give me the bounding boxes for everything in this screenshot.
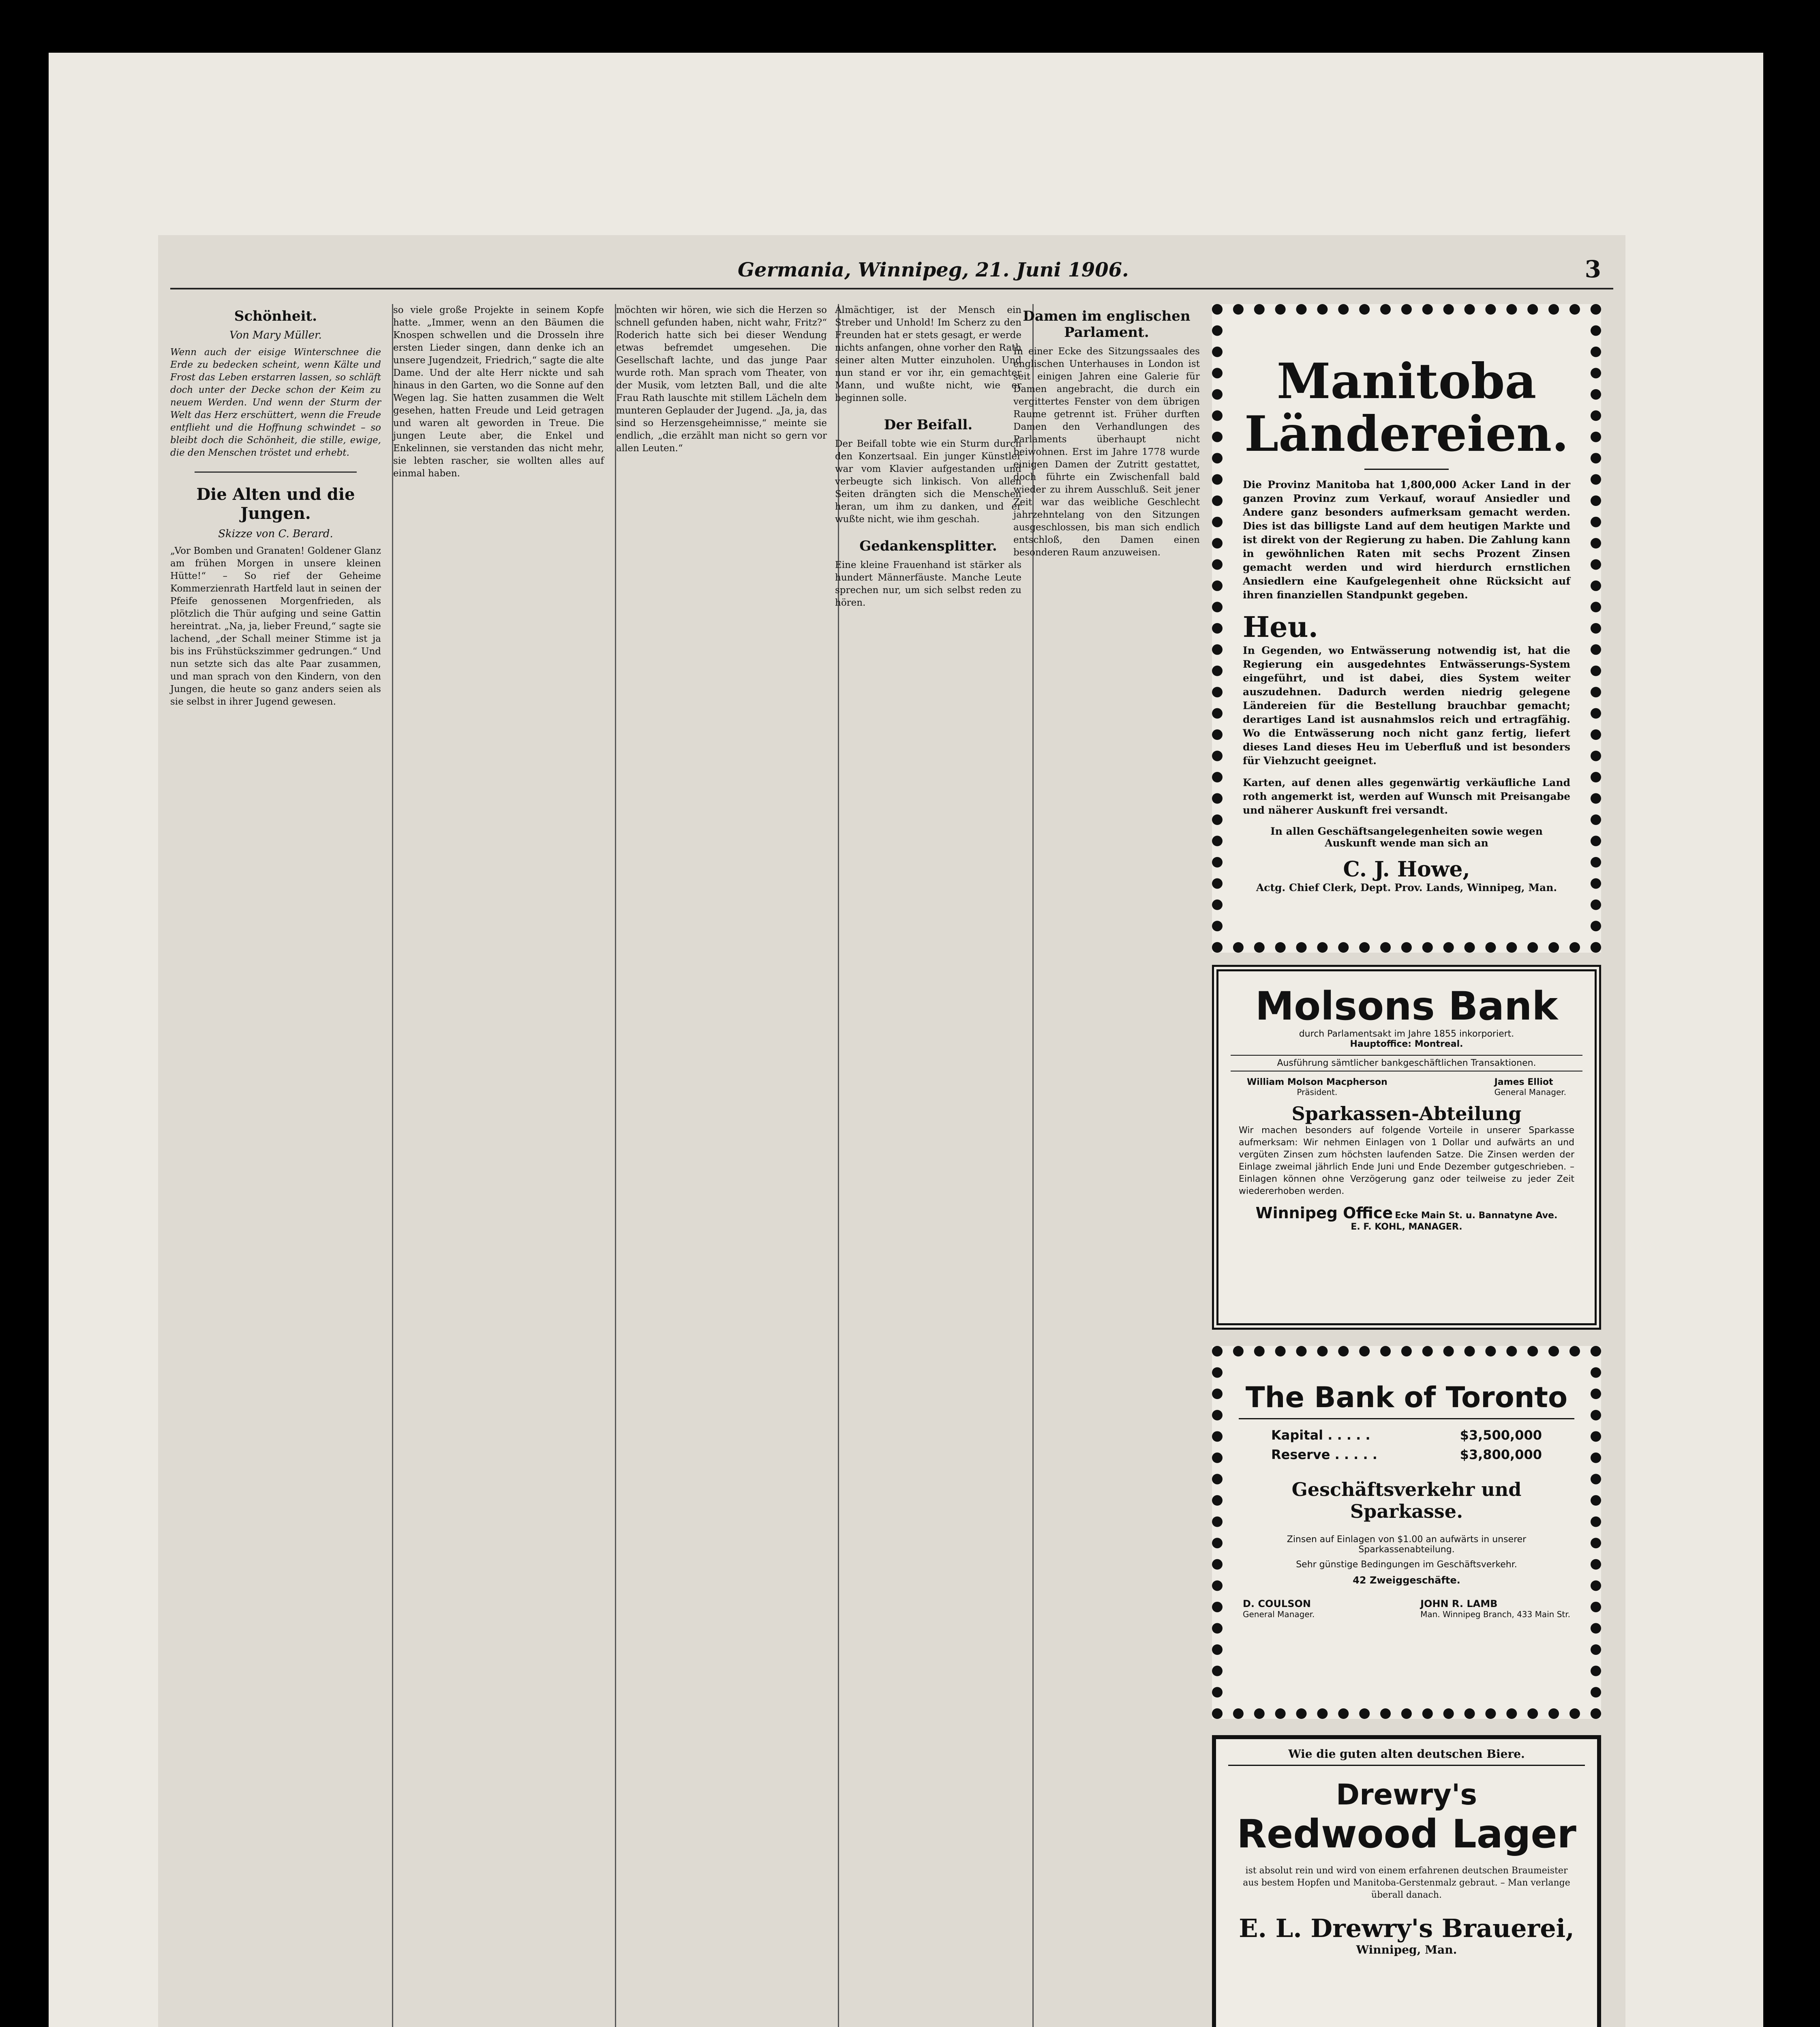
column-3 <box>616 304 827 455</box>
office-manager: E. F. KOHL, MANAGER. <box>1351 1222 1462 1232</box>
toronto-branch-manager: JOHN R. LAMB <box>1420 1598 1498 1609</box>
bank-name: The Bank of Toronto <box>1245 1381 1568 1414</box>
page-number: 3 <box>1584 255 1601 283</box>
column-5 <box>1013 304 1200 559</box>
article-text-beifall: Der Beifall tobte wie ein Sturm durch den Konzertsaal. Ein junger Künstler war vom Klavier aufgestanden und verbeugte sich linkisch. Von allen Seiten drängten sich die Menschen heran, um ihm zu danken, und er wußte nicht, wie ihm geschah. <box>835 439 1021 525</box>
ad-body-3: Karten, auf denen alles gegenwärtig verkäufliche Land roth angemerkt ist, werden auf Wunsch mit Preisangabe und näherer Auskunft frei versandt. <box>1243 777 1570 816</box>
ad-drewry <box>1212 1735 1601 2027</box>
article-author: Von Mary Müller. <box>229 329 322 341</box>
president-title: Präsident. <box>1297 1087 1338 1097</box>
ad-molsons-bank <box>1212 965 1601 1330</box>
article-text-gedanken: Eine kleine Frauenhand ist stärker als hundert Männerfäuste. Manche Leute sprechen nur, um sich selbst reden zu hören. <box>835 560 1021 608</box>
story-text-cont: Almächtiger, ist der Mensch ein Streber und Unhold! Im Scherz zu den Freunden hat er stets gesagt, er werde nichts anfangen, ohne vorher den Rath seiner alten Mutter einzuholen. Und nun stand er vor ihr, ein gemachter Mann, und wußte nicht, wie er beginnen solle. <box>835 305 1021 403</box>
bank-services: Ausführung sämtlicher bankgeschäftlichen Transaktionen. <box>1231 1055 1582 1071</box>
savings-heading: Sparkassen-Abteilung <box>1291 1103 1522 1125</box>
toronto-branches: 42 Zweiggeschäfte. <box>1353 1575 1460 1586</box>
drewry-city: Winnipeg, Man. <box>1356 1943 1457 1956</box>
article-title-2: Die Alten und die Jungen. <box>196 485 355 523</box>
toronto-branch-title: Man. Winnipeg Branch, 433 Main Str. <box>1420 1609 1570 1619</box>
manager-name: James Elliot <box>1494 1077 1553 1087</box>
article-title-beifall: Der Beifall. <box>884 417 973 433</box>
ad-body-2: In Gegenden, wo Entwässerung notwendig ist, hat die Regierung ein ausgedehntes Entwässerungs-System eingeführt, und ist dabei, dies System weiter auszudehnen. Dadurch werden niedrig gelegene Ländereien für die Bestellung brauchbar gemacht; derartiges Land ist ausnahmslos reich und ertragfähig. Wo die Entwässerung noch nicht ganz fertig, liefert dieses Land dieses Heu im Ueberfluß und ist besonders für Viehzucht geeignet. <box>1243 645 1570 767</box>
article-title: Schönheit. <box>234 308 317 324</box>
office-label: Winnipeg Office <box>1255 1204 1393 1222</box>
story-text-cont: möchten wir hören, wie sich die Herzen so schnell gefunden haben, nicht wahr, Fritz?“ Roderich hatte sich bei dieser Wendung etwas befremdet umgesehen. Die Gesellschaft lachte, und das junge Paar wurde roth. Man sprach vom Theater, von der Musik, vom letzten Ball, und die alte Frau Rath lauschte mit stillem Lächeln dem munteren Geplauder der Jugend. „Ja, ja, das sind so Herzensgeheimnisse,“ meinte sie endlich, „die erzählt man nicht so gern vor allen Leuten.“ <box>616 305 827 454</box>
story-text-cont: so viele große Projekte in seinem Kopfe hatte. „Immer, wenn an den Bäumen die Knospen schwellen und die Drosseln ihre ersten Lieder singen, dann denke ich an unsere Jugendzeit, Friedrich,“ sagte die alte Dame. Und der alte Herr nickte und sah hinaus in den Garten, wo die Sonne auf den Wegen lag. Sie hatten zusammen die Welt gesehen, hatten Freude und Leid getragen und waren alt geworden in Treue. Die jungen Leute aber, die Enkel und Enkelinnen, sie verstanden das nicht mehr, sie lebten rascher, sie wollten alles auf einmal haben. <box>393 305 604 479</box>
column-2 <box>393 304 604 480</box>
ad-manitoba <box>1212 304 1601 953</box>
column-rule <box>615 304 616 2027</box>
bank-name: Molsons Bank <box>1255 984 1558 1029</box>
toronto-gm-name: D. COULSON <box>1243 1598 1311 1609</box>
drewry-product: Redwood Lager <box>1237 1811 1576 1857</box>
drewry-tagline: Wie die guten alten deutschen Biere. <box>1228 1747 1585 1766</box>
toronto-heading: Geschäftsverkehr und Sparkasse. <box>1291 1478 1522 1522</box>
divider <box>1239 1418 1574 1419</box>
office-address: Ecke Main St. u. Bannatyne Ave. <box>1395 1211 1558 1221</box>
article-title-parlament: Damen im englischen Parlament. <box>1023 308 1190 341</box>
capital-value: $3,500,000 <box>1460 1427 1542 1443</box>
ad-contact-name: C. J. Howe, <box>1343 857 1470 882</box>
column-rule <box>1032 304 1034 2027</box>
reserve-label: Reserve . . . . . <box>1271 1447 1377 1462</box>
poem-text: Wenn auch der eisige Winterschnee die Erde zu bedecken scheint, wenn Kälte und Frost das Leben erstarren lassen, so schläft doch unter der Decke schon der Keim zu neuem Werden. Und wenn der Sturm der Welt das Herz erschüttert, wenn die Freude entflieht und die Hoffnung schwindet – so bleibt doch die Schönheit, die stille, ewige, die den Menschen tröstet und erhebt. <box>170 347 381 458</box>
drewry-brand: Drewry's <box>1336 1778 1477 1811</box>
drewry-body: ist absolut rein und wird von einem erfahrenen deutschen Braumeister aus bestem Hopfen und Manitoba-Gerstenmalz gebraut. – Man verlange überall danach. <box>1243 1866 1570 1900</box>
divider <box>1364 469 1449 470</box>
column-rule <box>392 304 393 2027</box>
date-line: Germania, Winnipeg, 21. Juni 1906. <box>738 259 1129 281</box>
drewry-brewery: E. L. Drewry's Brauerei, <box>1239 1913 1574 1943</box>
toronto-body: Zinsen auf Einlagen von $1.00 an aufwärts in unserer Sparkassenabteilung. <box>1287 1534 1527 1555</box>
article-author-2: Skizze von C. Berard. <box>218 528 333 540</box>
ad-contact-title: Actg. Chief Clerk, Dept. Prov. Lands, Winnipeg, Man. <box>1256 882 1557 894</box>
story-text: „Vor Bomben und Granaten! Goldener Glanz am frühen Morgen in unsere kleinen Hütte!“ – So rief der Geheime Kommerzienrath Hartfeld laut in seinen der Pfeife genossenen Morgenfrieden, als plötzlich die Thür aufging und seine Gattin hereintrat. „Na, ja, lieber Freund,“ sagte sie lachend, „der Schall meiner Stimme ist ja bis ins Frühstückszimmer gedrungen.“ Und nun setzte sich das alte Paar zusammen, und man sprach von den Kindern, von den Jungen, die heute so ganz anders seien als sie selbst in ihrer Jugend gewesen. <box>170 546 381 707</box>
page-header <box>170 251 1613 289</box>
capital-label: Kapital . . . . . <box>1271 1427 1370 1443</box>
toronto-gm-title: General Manager. <box>1243 1609 1315 1619</box>
ad-body-1: Die Provinz Manitoba hat 1,800,000 Acker Land in der ganzen Provinz zum Verkauf, worauf Ansiedler und Andere ganz besonders aufmerksam gemacht werden. Dies ist das billigste Land auf dem heutigen Markte und ist direkt von der Regierung zu haben. Die Zahlung kann in gewöhnlichen Raten mit sechs Prozent Zinsen gemacht werden und wird hierdurch ernstlichen Ansiedlern eine Kaufgelegenheit ohne Rücksicht auf ihren finanziellen Standpunkt gegeben. <box>1243 479 1570 601</box>
manager-title: General Manager. <box>1494 1087 1566 1097</box>
ad-title-line2: Ländereien. <box>1244 405 1569 463</box>
ad-bank-of-toronto <box>1212 1346 1601 1719</box>
article-title-gedanken: Gedankensplitter. <box>859 538 997 554</box>
president-name: William Molson Macpherson <box>1247 1077 1387 1087</box>
article-text-parlament: In einer Ecke des Sitzungssaales des englischen Unterhauses in London ist seit einigen Jahren eine Galerie für Damen angebracht, die durch ein vergittertes Fenster von dem übrigen Raume getrennt ist. Früher durften Damen den Verhandlungen des Parlaments überhaupt nicht beiwohnen. Erst im Jahre 1778 wurde einigen Damen der Zutritt gestattet, doch führte ein Zwischenfall bald wieder zu ihrem Ausschluß. Seit jener Zeit war das weibliche Geschlecht jahrzehntelang von den Sitzungen ausgeschlossen, bis man sich endlich entschloß, den Damen einen besonderen Raum anzuweisen. <box>1013 346 1200 558</box>
ad-heu-word: Heu. <box>1243 610 1318 644</box>
divider <box>195 471 357 473</box>
bank-incorporation: durch Parlamentsakt im Jahre 1855 inkorporiert. <box>1299 1029 1514 1039</box>
column-1 <box>170 304 381 708</box>
savings-body: Wir machen besonders auf folgende Vorteile in unserer Sparkasse aufmerksam: Wir nehmen Einlagen von 1 Dollar und aufwärts an und vergüten Zinsen zum höchsten laufenden Satze. Die Zinsen werden der Einlage zweimal jährlich Ende Juni und Ende Dezember gutgeschrieben. – Einlagen können ohne Verzögerung ganz oder teilweise zu jeder Zeit wiedererhoben werden. <box>1239 1125 1574 1196</box>
bank-headoffice: Hauptoffice: Montreal. <box>1350 1039 1463 1049</box>
ad-body-4: In allen Geschäftsangelegenheiten sowie wegen Auskunft wende man sich an <box>1270 825 1543 849</box>
reserve-value: $3,800,000 <box>1460 1447 1542 1462</box>
toronto-body-2: Sehr günstige Bedingungen im Geschäftsverkehr. <box>1296 1560 1517 1570</box>
column-4 <box>835 304 1021 609</box>
ad-title-line1: Manitoba <box>1276 353 1537 410</box>
